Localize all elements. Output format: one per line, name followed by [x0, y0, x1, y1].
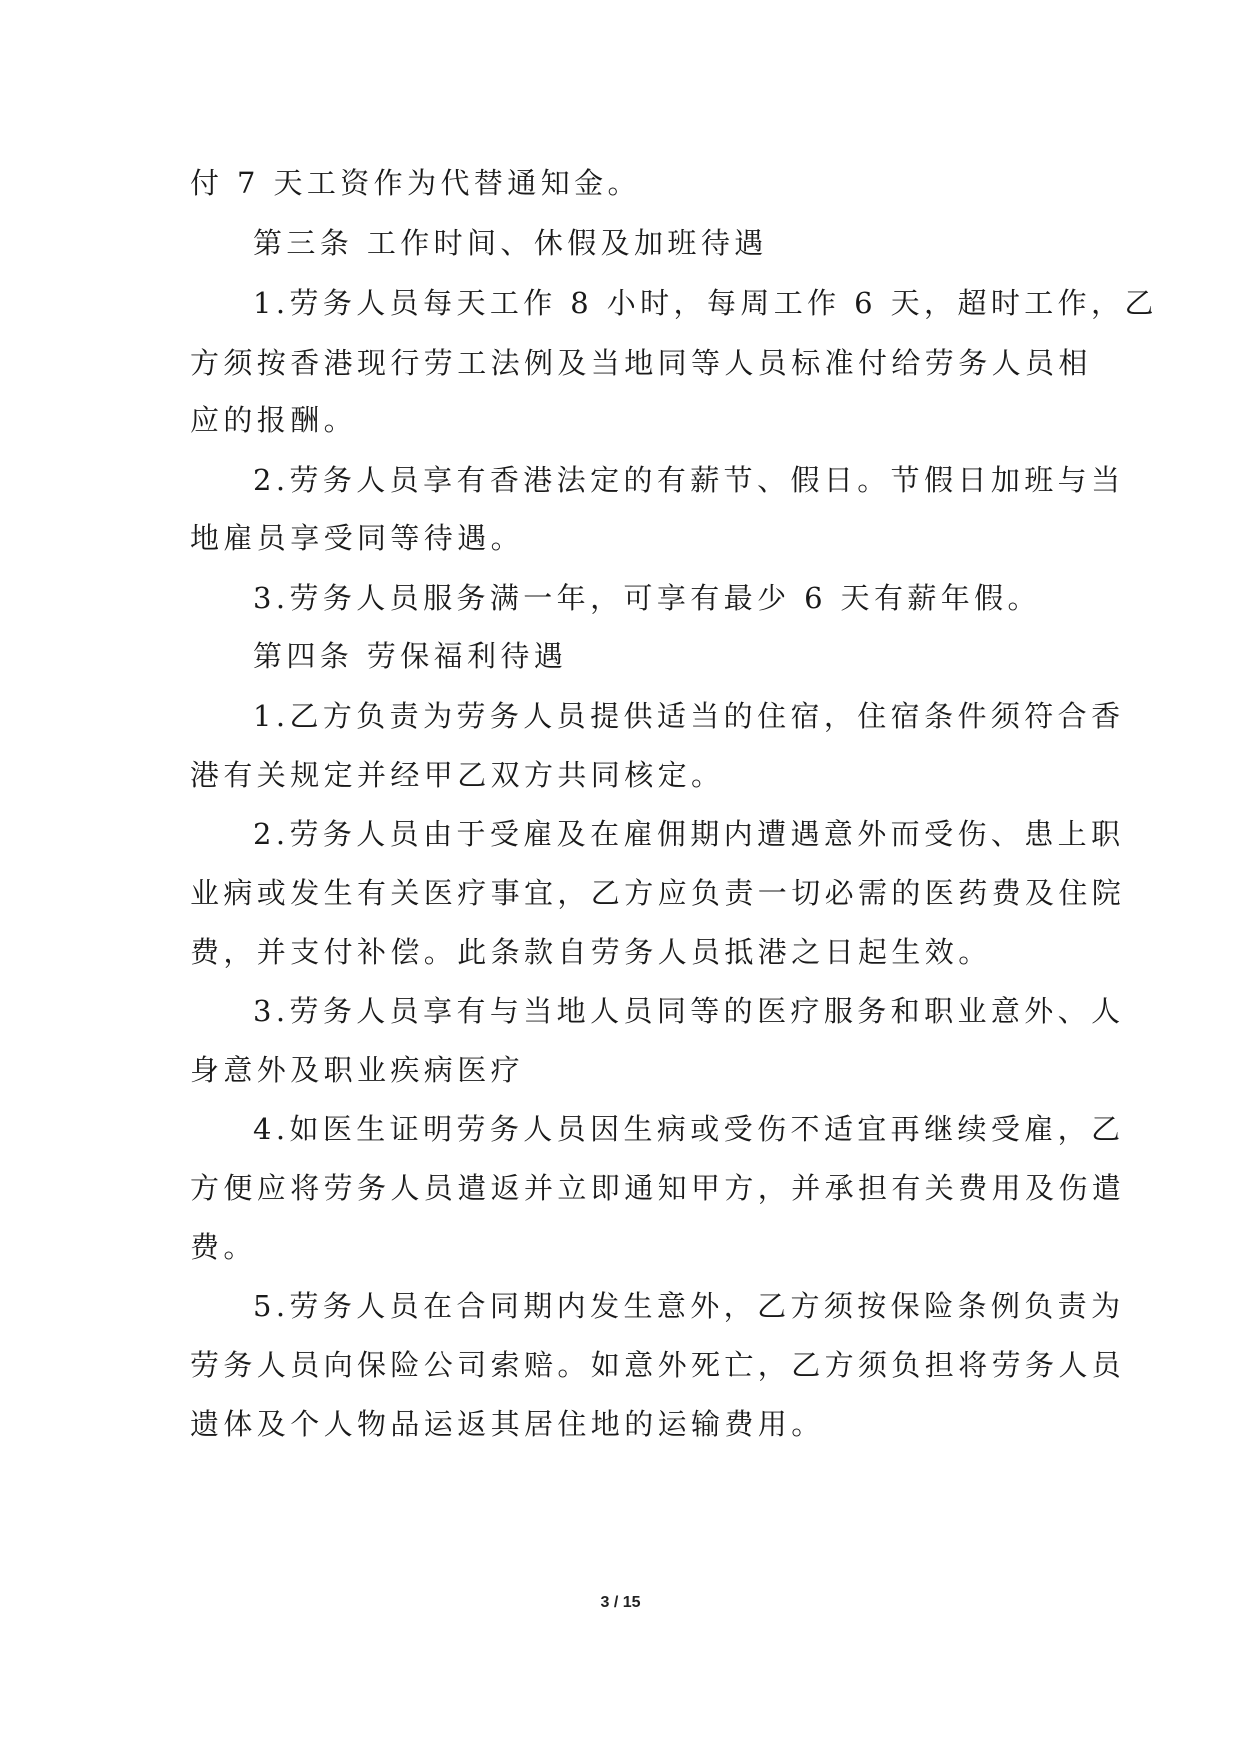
body-line: 遗体及个人物品运返其居住地的运输费用。 [190, 1407, 825, 1441]
paragraph-first-line: 1.劳务人员每天工作 8 小时，每周工作 6 天，超时工作，乙 [253, 286, 1158, 320]
paragraph-first-line: 3.劳务人员服务满一年，可享有最少 6 天有薪年假。 [253, 581, 1041, 615]
section-heading: 第三条 工作时间、休假及加班待遇 [253, 226, 768, 260]
paragraph-first-line: 1.乙方负责为劳务人员提供适当的住宿，住宿条件须符合香 [253, 699, 1125, 733]
body-line: 费。 [190, 1230, 257, 1264]
paragraph-first-line: 2.劳务人员由于受雇及在雇佣期内遭遇意外而受伤、患上职 [253, 817, 1125, 851]
paragraph-first-line: 4.如医生证明劳务人员因生病或受伤不适宜再继续受雇，乙 [253, 1112, 1125, 1146]
body-line: 方便应将劳务人员遣返并立即通知甲方，并承担有关费用及伤遣 [190, 1171, 1126, 1205]
body-line: 地雇员享受同等待遇。 [190, 521, 525, 555]
body-line: 费，并支付补偿。此条款自劳务人员抵港之日起生效。 [190, 935, 992, 969]
paragraph-first-line: 5.劳务人员在合同期内发生意外，乙方须按保险条例负责为 [253, 1289, 1125, 1323]
body-line: 身意外及职业疾病医疗 [190, 1053, 525, 1087]
section-heading: 第四条 劳保福利待遇 [253, 639, 568, 673]
body-line: 方须按香港现行劳工法例及当地同等人员标准付给劳务人员相 [190, 346, 1092, 380]
paragraph-first-line: 3.劳务人员享有与当地人员同等的医疗服务和职业意外、人 [253, 994, 1125, 1028]
body-line: 业病或发生有关医疗事宜，乙方应负责一切必需的医药费及住院 [190, 876, 1126, 910]
body-line: 付 7 天工资作为代替通知金。 [190, 166, 641, 200]
paragraph-first-line: 2.劳务人员享有香港法定的有薪节、假日。节假日加班与当 [253, 463, 1125, 497]
body-line: 应的报酬。 [190, 403, 358, 437]
body-line: 港有关规定并经甲乙双方共同核定。 [190, 758, 725, 792]
page-number: 3 / 15 [600, 1594, 641, 1611]
body-line: 劳务人员向保险公司索赔。如意外死亡，乙方须负担将劳务人员 [190, 1348, 1126, 1382]
